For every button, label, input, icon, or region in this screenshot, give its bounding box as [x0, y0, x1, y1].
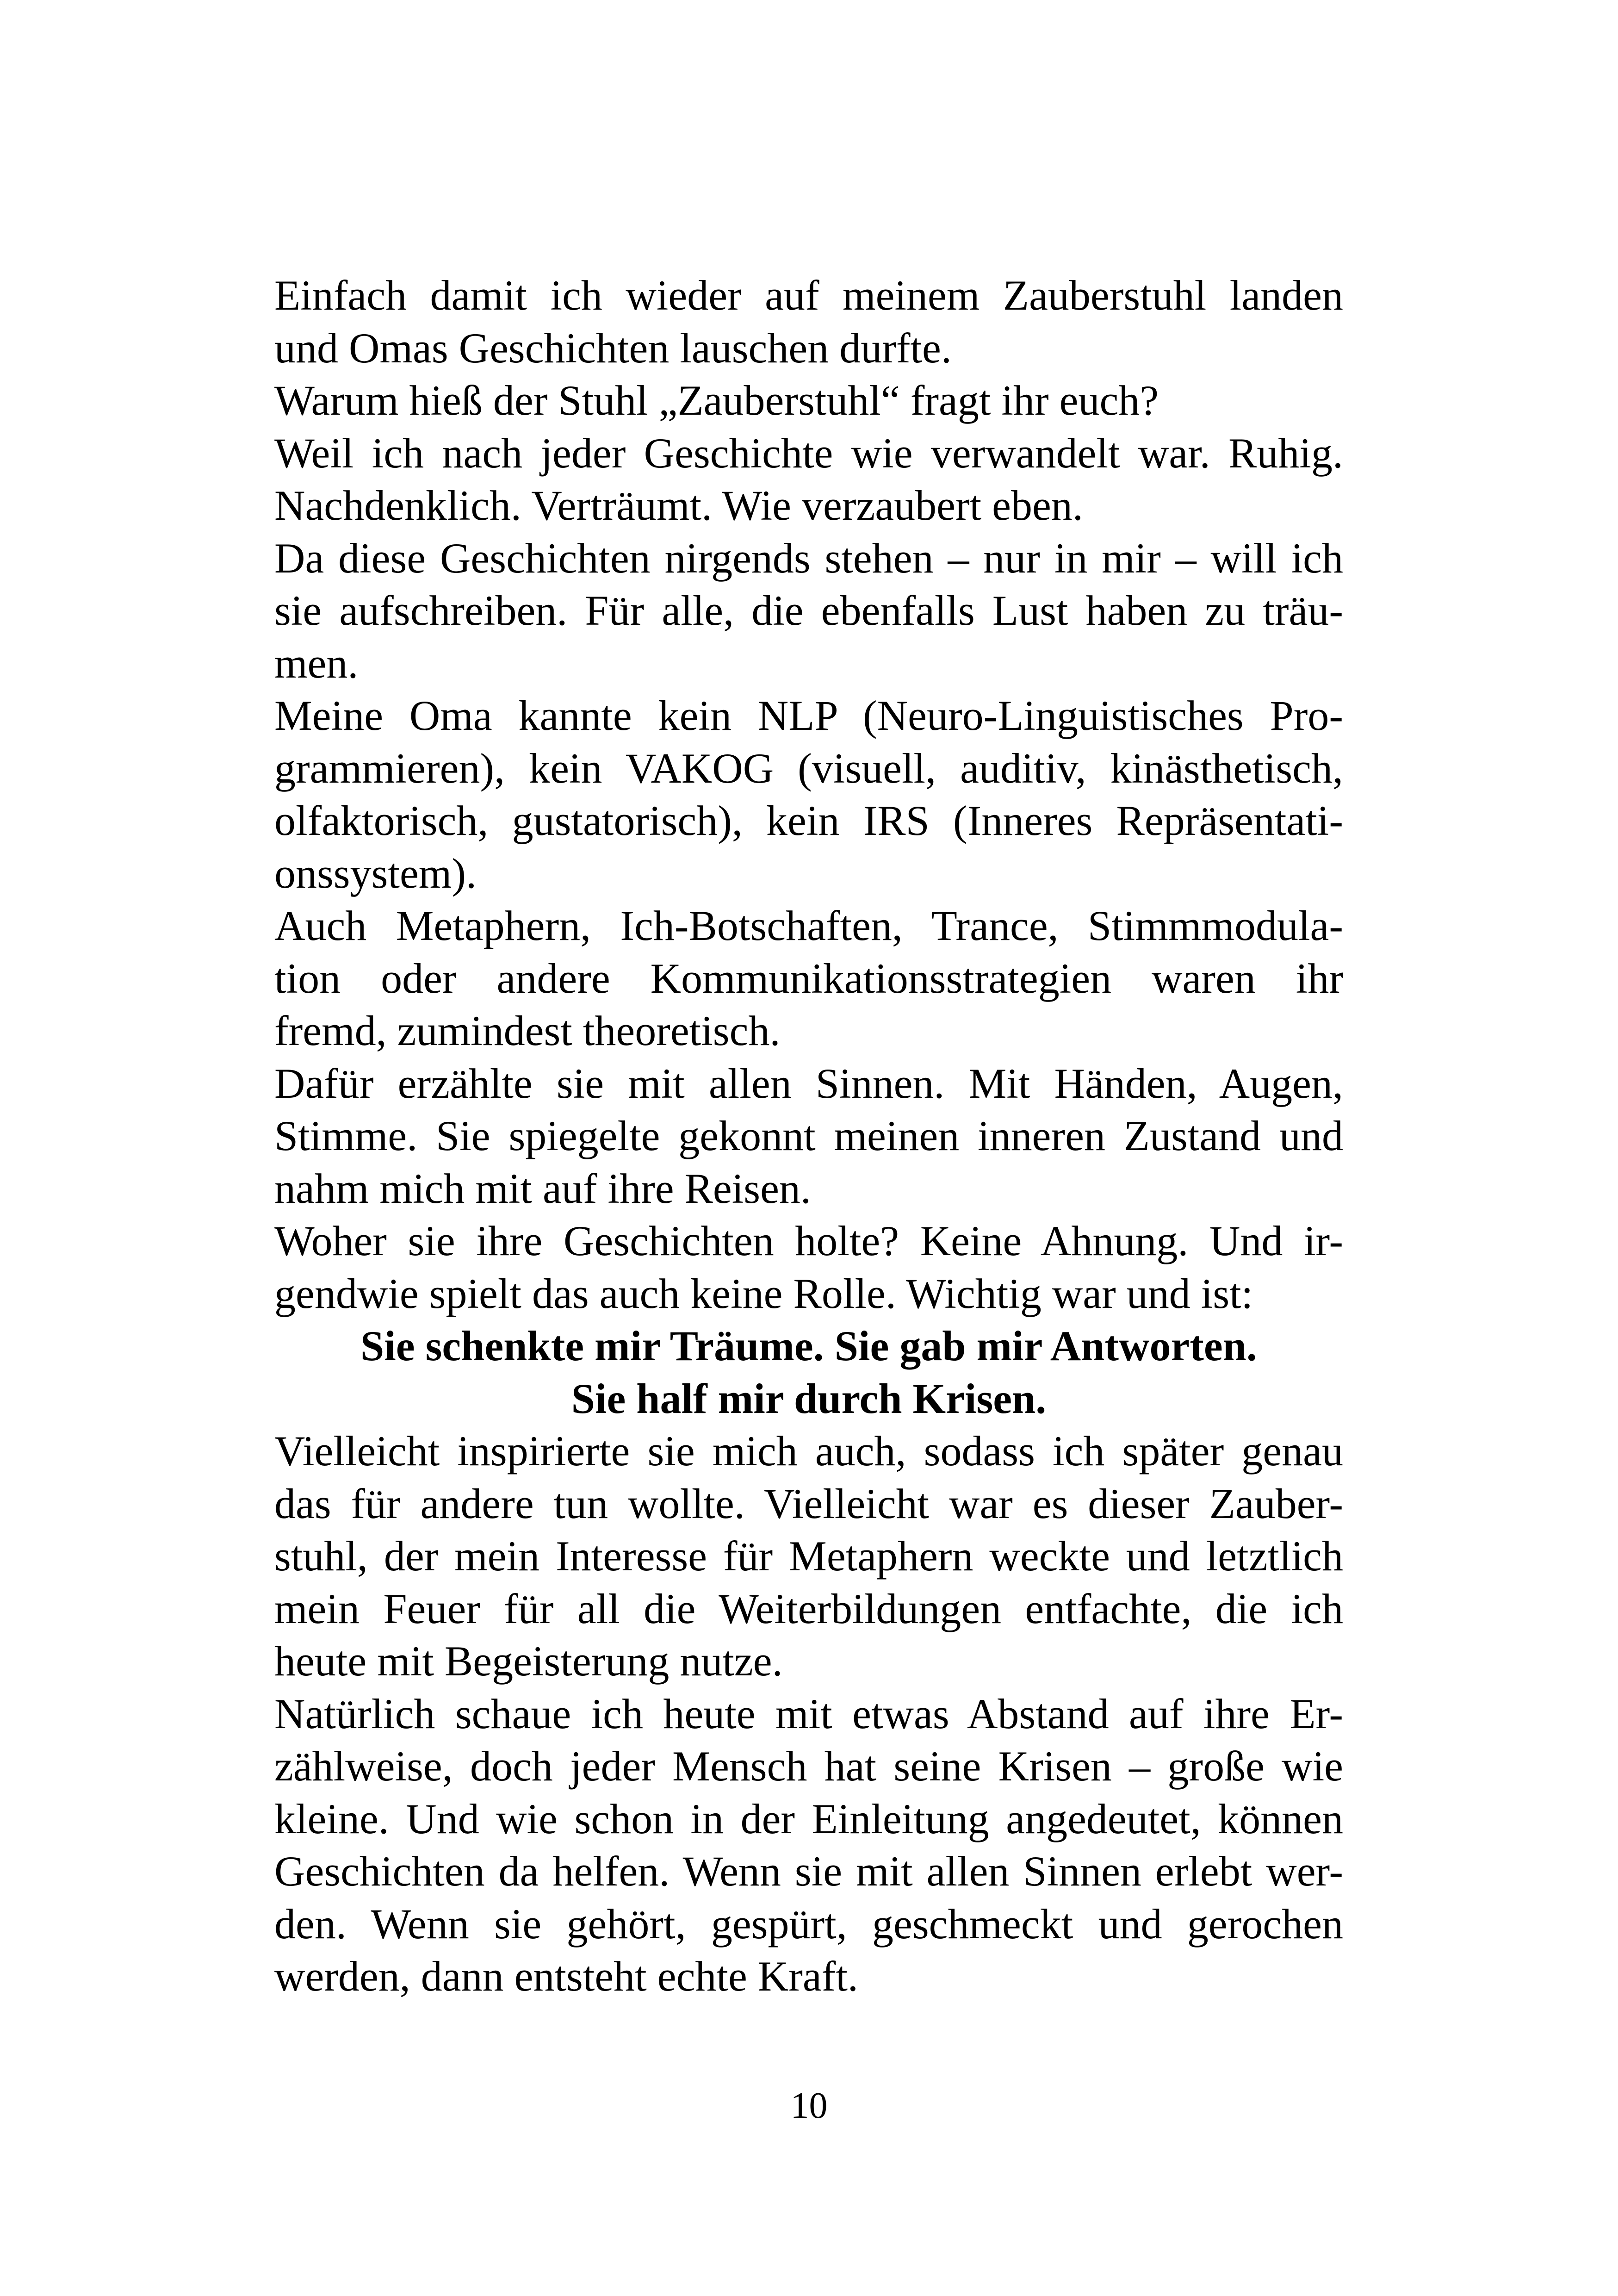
text-line: sie aufschreiben. Für alle, die ebenfalls Lust haben zu träu-: [274, 587, 1343, 634]
text-line: werden, dann entsteht echte Kraft.: [274, 1953, 858, 2000]
emphasized-line: Sie half mir durch Krisen.: [571, 1375, 1047, 1422]
text-line: Auch Metaphern, Ich-Botschaften, Trance, Stimmmodula-: [274, 902, 1343, 949]
text-line: Weil ich nach jeder Geschichte wie verwandelt war. Ruhig.: [274, 429, 1343, 477]
text-line: gendwie spielt das auch keine Rolle. Wichtig war und ist:: [274, 1269, 1253, 1317]
text-line: tion oder andere Kommunikationsstrategien waren ihr: [274, 954, 1343, 1002]
emphasized-line: Sie schenkte mir Träume. Sie gab mir Antworten.: [360, 1322, 1257, 1369]
text-line: und Omas Geschichten lauschen durfte.: [274, 324, 952, 372]
text-line: Warum hieß der Stuhl „Zauberstuhl“ fragt ihr euch?: [274, 377, 1159, 424]
text-line: Vielleicht inspirierte sie mich auch, sodass ich später genau: [274, 1427, 1343, 1475]
text-line: heute mit Begeisterung nutze.: [274, 1637, 783, 1685]
text-line: mein Feuer für all die Weiterbildungen entfachte, die ich: [274, 1585, 1343, 1632]
text-line: das für andere tun wollte. Vielleicht war es dieser Zauber-: [274, 1480, 1343, 1527]
text-line: Einfach damit ich wieder auf meinem Zauberstuhl landen: [274, 272, 1343, 319]
text-line: Geschichten da helfen. Wenn sie mit allen Sinnen erlebt wer-: [274, 1848, 1343, 1895]
text-line: olfaktorisch, gustatorisch), kein IRS (Inneres Repräsentati-: [274, 797, 1343, 844]
text-line: nahm mich mit auf ihre Reisen.: [274, 1164, 811, 1212]
body-text: [274, 269, 1343, 2003]
text-line: Woher sie ihre Geschichten holte? Keine Ahnung. Und ir-: [274, 1217, 1343, 1264]
text-line: kleine. Und wie schon in der Einleitung angedeutet, können: [274, 1795, 1343, 1842]
text-line: Stimme. Sie spiegelte gekonnt meinen inneren Zustand und: [274, 1112, 1343, 1159]
text-line: stuhl, der mein Interesse für Metaphern weckte und letztlich: [274, 1532, 1343, 1580]
text-line: fremd, zumindest theoretisch.: [274, 1007, 781, 1054]
text-line: Natürlich schaue ich heute mit etwas Abstand auf ihre Er-: [274, 1690, 1343, 1737]
text-line: zählweise, doch jeder Mensch hat seine Krisen – große wie: [274, 1742, 1343, 1790]
text-line: Meine Oma kannte kein NLP (Neuro-Linguistisches Pro-: [274, 692, 1343, 739]
text-line: Nachdenklich. Verträumt. Wie verzaubert eben.: [274, 482, 1083, 529]
text-line: Da diese Geschichten nirgends stehen – nur in mir – will ich: [274, 534, 1343, 582]
text-line: Dafür erzählte sie mit allen Sinnen. Mit Händen, Augen,: [274, 1059, 1343, 1107]
page-number: 10: [790, 2085, 828, 2126]
text-line: men.: [274, 639, 359, 687]
text-line: den. Wenn sie gehört, gespürt, geschmeckt und gerochen: [274, 1900, 1343, 1948]
text-line: grammieren), kein VAKOG (visuell, auditiv, kinästhetisch,: [274, 744, 1343, 792]
text-line: onssystem).: [274, 849, 477, 897]
